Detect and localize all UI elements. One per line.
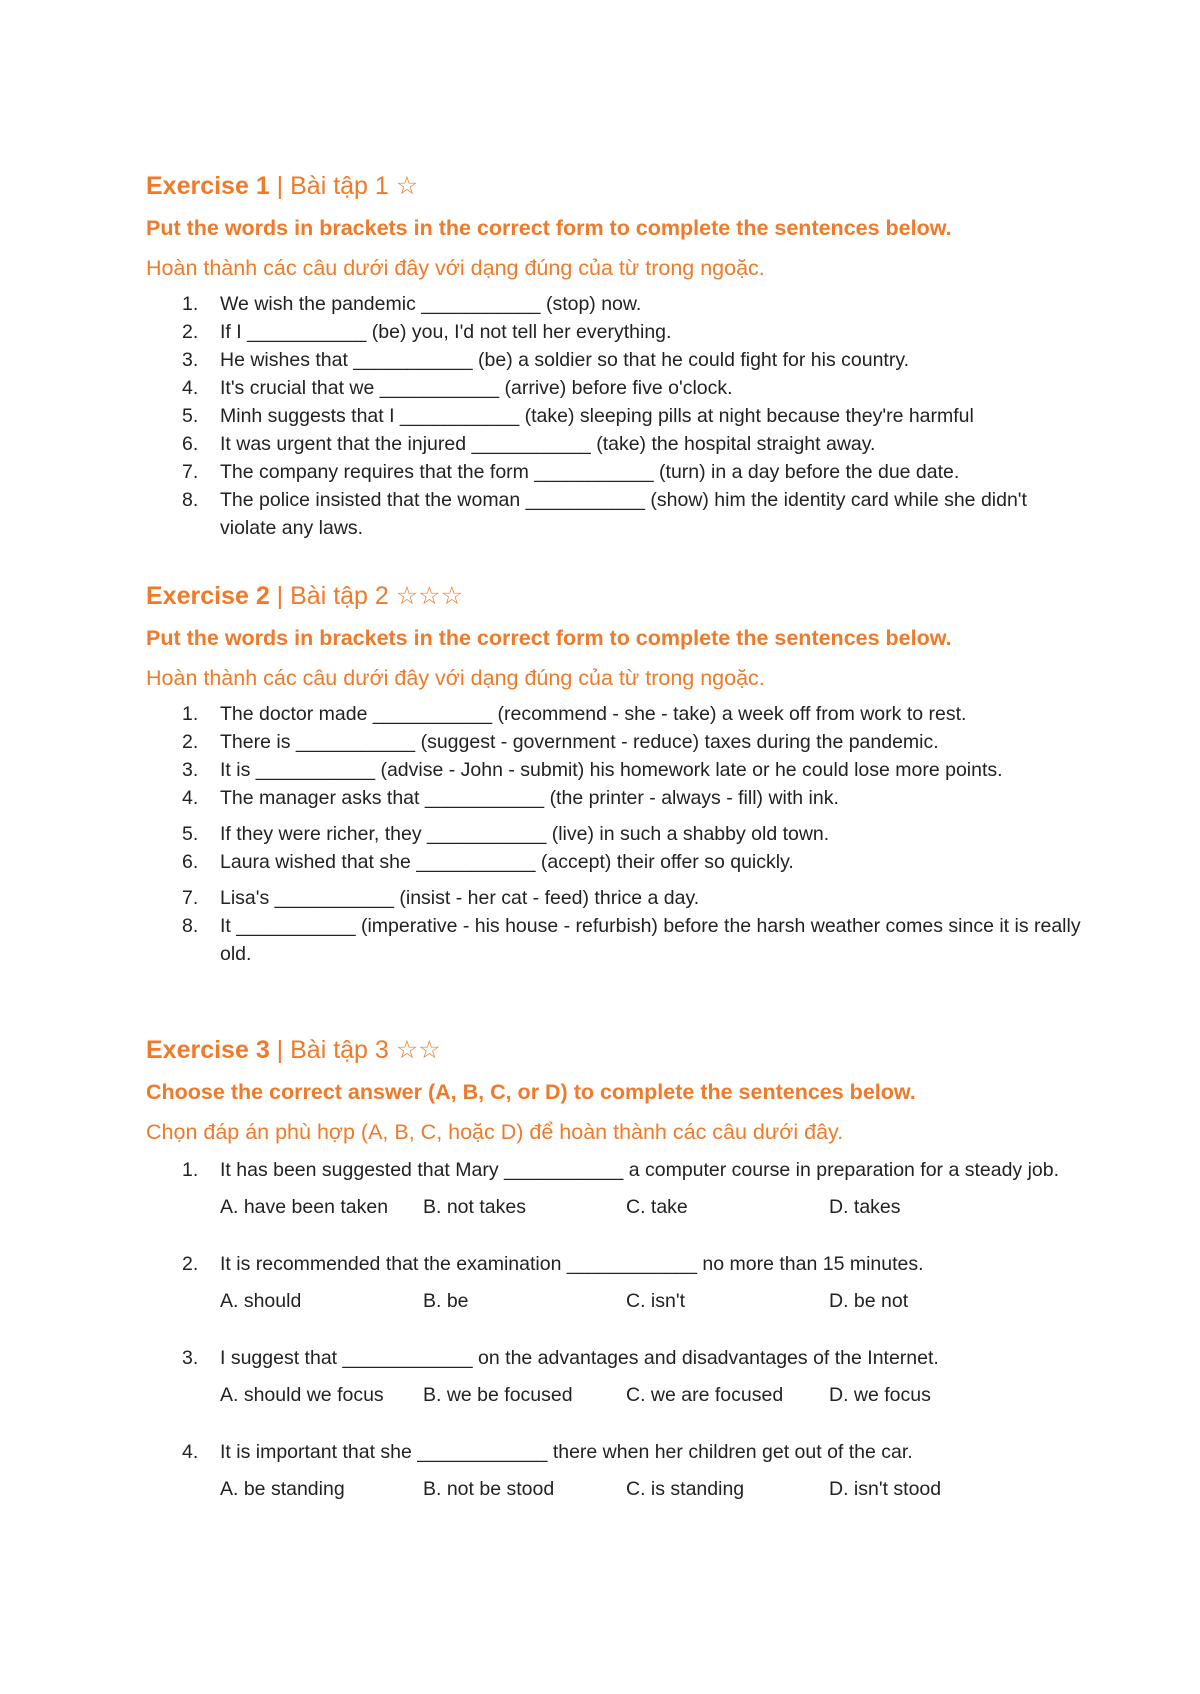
item-number: 3.	[182, 349, 199, 371]
option-a: A. be standing	[220, 1478, 345, 1500]
list-item	[146, 486, 1086, 542]
exercise-1-instruction-vi: Hoàn thành các câu dưới đây với dạng đúng của từ trong ngoặc.	[146, 256, 765, 280]
item-number: 2.	[182, 731, 199, 753]
list-item	[146, 346, 1086, 374]
item-text: Lisa's ___________ (insist - her cat - feed) thrice a day.	[220, 887, 700, 909]
item-number: 5.	[182, 823, 199, 845]
list-item	[146, 884, 1086, 912]
item-number: 8.	[182, 915, 199, 937]
question-item	[146, 1434, 1086, 1504]
list-item	[146, 728, 1086, 756]
item-text: If I ___________ (be) you, I'd not tell her everything.	[220, 321, 672, 343]
list-item	[146, 700, 1086, 728]
item-text: The police insisted that the woman ___________ (show) him the identity card while she didn't violate any laws.	[220, 489, 1027, 539]
list-item	[146, 430, 1086, 458]
item-number: 8.	[182, 489, 199, 511]
list-item	[146, 820, 1086, 848]
item-text: It's crucial that we ___________ (arrive) before five o'clock.	[220, 377, 733, 399]
item-number: 7.	[182, 887, 199, 909]
option-b: B. we be focused	[423, 1384, 573, 1406]
exercise-2-title-sub: | Bài tập 2 ☆☆☆	[276, 582, 463, 610]
exercise-3	[146, 1034, 1086, 1504]
exercise-1	[146, 170, 1086, 542]
list-item	[146, 374, 1086, 402]
item-text: Laura wished that she ___________ (accept) their offer so quickly.	[220, 851, 794, 873]
item-text: There is ___________ (suggest - government - reduce) taxes during the pandemic.	[220, 731, 939, 753]
question-item	[146, 1246, 1086, 1316]
exercise-3-title-sub: | Bài tập 3 ☆☆	[276, 1036, 441, 1064]
option-b: B. be	[423, 1290, 469, 1312]
answer-options	[220, 1380, 1086, 1410]
option-c: C. we are focused	[626, 1384, 784, 1406]
exercise-1-instruction-en: Put the words in brackets in the correct form to complete the sentences below.	[146, 216, 952, 240]
item-text: If they were richer, they ___________ (live) in such a shabby old town.	[220, 823, 830, 845]
exercise-1-title	[146, 170, 1086, 202]
item-number: 5.	[182, 405, 199, 427]
item-text: The manager asks that ___________ (the printer - always - fill) with ink.	[220, 787, 839, 809]
item-number: 4.	[182, 1441, 199, 1463]
exercise-2	[146, 580, 1086, 968]
item-number: 6.	[182, 433, 199, 455]
list-item	[146, 784, 1086, 812]
question-item	[146, 1340, 1086, 1410]
option-a: A. have been taken	[220, 1196, 389, 1218]
list-item	[146, 318, 1086, 346]
item-number: 1.	[182, 1159, 199, 1181]
item-number: 1.	[182, 293, 199, 315]
exercise-3-instruction-vi: Chọn đáp án phù hợp (A, B, C, hoặc D) để hoàn thành các câu dưới đây.	[146, 1120, 844, 1144]
list-item	[146, 402, 1086, 430]
exercise-3-list	[146, 1152, 1086, 1504]
item-number: 6.	[182, 851, 199, 873]
item-text: We wish the pandemic ___________ (stop) now.	[220, 293, 642, 315]
option-a: A. should we focus	[220, 1384, 384, 1406]
option-a: A. should	[220, 1290, 302, 1312]
option-c: C. isn't	[626, 1290, 685, 1312]
list-item	[146, 848, 1086, 876]
question-text: It has been suggested that Mary ___________ a computer course in preparation for a steady job.	[220, 1159, 1060, 1181]
item-number: 4.	[182, 787, 199, 809]
option-d: D. isn't stood	[829, 1478, 942, 1500]
exercise-3-title	[146, 1034, 1086, 1066]
option-b: B. not takes	[423, 1196, 526, 1218]
option-d: D. we focus	[829, 1384, 931, 1406]
item-number: 4.	[182, 377, 199, 399]
exercise-3-title-main: Exercise 3	[146, 1036, 270, 1064]
exercise-3-instruction-en: Choose the correct answer (A, B, C, or D) to complete the sentences below.	[146, 1080, 916, 1104]
question-text: It is important that she ____________ there when her children get out of the car.	[220, 1441, 913, 1463]
item-text: Minh suggests that I ___________ (take) sleeping pills at night because they're harmful	[220, 405, 974, 427]
exercise-2-list	[146, 700, 1086, 968]
answer-options	[220, 1474, 1086, 1504]
list-item	[146, 912, 1086, 968]
question-text: It is recommended that the examination ____________ no more than 15 minutes.	[220, 1253, 924, 1275]
list-item	[146, 756, 1086, 784]
option-c: C. is standing	[626, 1478, 745, 1500]
item-text: It was urgent that the injured ___________ (take) the hospital straight away.	[220, 433, 876, 455]
item-number: 2.	[182, 321, 199, 343]
list-item	[146, 458, 1086, 486]
item-text: The doctor made ___________ (recommend - she - take) a week off from work to rest.	[220, 703, 967, 725]
exercise-2-title-main: Exercise 2	[146, 582, 270, 610]
item-text: It ___________ (imperative - his house - refurbish) before the harsh weather comes since it is really old.	[220, 915, 1081, 965]
exercise-2-instruction-en: Put the words in brackets in the correct form to complete the sentences below.	[146, 626, 952, 650]
item-number: 3.	[182, 1347, 199, 1369]
item-number: 1.	[182, 703, 199, 725]
answer-options	[220, 1192, 1086, 1222]
item-number: 2.	[182, 1253, 199, 1275]
option-b: B. not be stood	[423, 1478, 555, 1500]
question-item	[146, 1152, 1086, 1222]
item-text: He wishes that ___________ (be) a soldier so that he could fight for his country.	[220, 349, 910, 371]
exercise-2-title	[146, 580, 1086, 612]
item-text: It is ___________ (advise - John - submit) his homework late or he could lose more points.	[220, 759, 1003, 781]
item-number: 7.	[182, 461, 199, 483]
exercise-2-instruction-vi: Hoàn thành các câu dưới đây với dạng đúng của từ trong ngoặc.	[146, 666, 765, 690]
item-number: 3.	[182, 759, 199, 781]
answer-options	[220, 1286, 1086, 1316]
question-text: I suggest that ____________ on the advantages and disadvantages of the Internet.	[220, 1347, 939, 1369]
item-text: The company requires that the form ___________ (turn) in a day before the due date.	[220, 461, 960, 483]
exercise-1-title-main: Exercise 1	[146, 172, 270, 200]
list-item	[146, 290, 1086, 318]
exercise-1-list	[146, 290, 1086, 542]
option-d: D. be not	[829, 1290, 909, 1312]
option-c: C. take	[626, 1196, 688, 1218]
option-d: D. takes	[829, 1196, 901, 1218]
exercise-1-title-sub: | Bài tập 1 ☆	[276, 172, 419, 200]
